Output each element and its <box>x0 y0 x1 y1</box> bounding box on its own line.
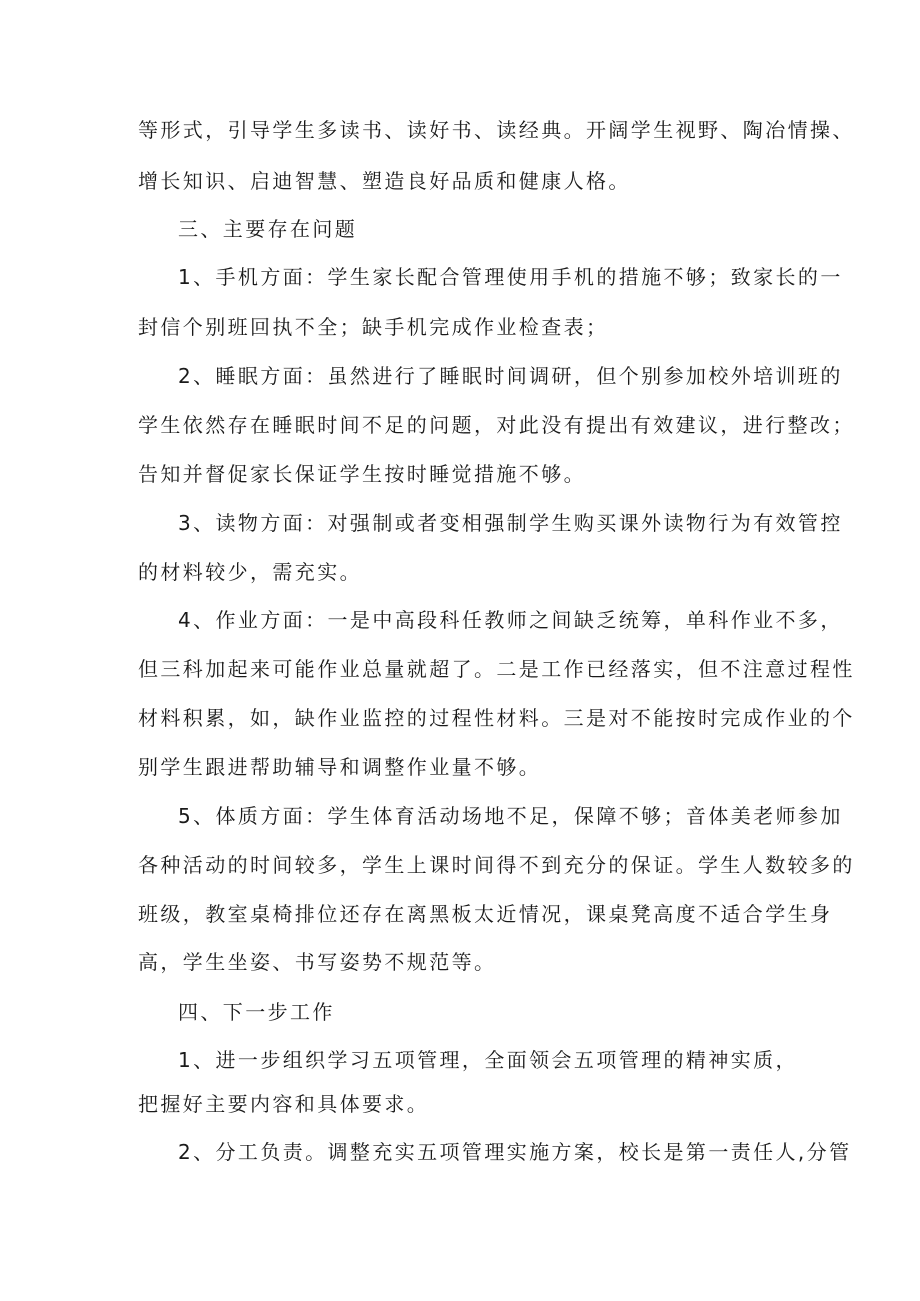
paragraph-line: 2、睡眠方面：虽然进行了睡眠时间调研，但个别参加校外培训班的 <box>178 364 843 388</box>
section-heading: 三、主要存在问题 <box>178 217 358 241</box>
paragraph-line: 5、体质方面：学生体育活动场地不足，保障不够；音体美老师参加 <box>178 804 843 828</box>
paragraph-line: 封信个别班回执不全；缺手机完成作业检查表； <box>138 315 609 339</box>
paragraph-line: 3、读物方面：对强制或者变相强制学生购买课外读物行为有效管控 <box>178 511 843 535</box>
paragraph-line: 各种活动的时间较多，学生上课时间得不到充分的保证。学生人数较多的 <box>138 853 855 877</box>
paragraph-line: 告知并督促家长保证学生按时睡觉措施不够。 <box>138 462 586 486</box>
paragraph-line: 别学生跟进帮助辅导和调整作业量不够。 <box>138 755 542 779</box>
paragraph-line: 但三科加起来可能作业总量就超了。二是工作已经落实，但不注意过程性 <box>138 657 855 681</box>
paragraph-line: 2、分工负责。调整充实五项管理实施方案，校长是第一责任人,分管 <box>178 1140 852 1164</box>
paragraph-line: 1、进一步组织学习五项管理，全面领会五项管理的精神实质， <box>178 1048 798 1072</box>
paragraph-line: 增长知识、启迪智慧、塑造良好品质和健康人格。 <box>138 169 631 193</box>
paragraph-line: 等形式，引导学生多读书、读好书、读经典。开阔学生视野、陶冶情操、 <box>138 118 855 142</box>
paragraph-line: 学生依然存在睡眠时间不足的问题，对此没有提出有效建议，进行整改； <box>138 413 855 437</box>
paragraph-line: 把握好主要内容和具体要求。 <box>138 1092 430 1116</box>
paragraph-line: 班级，教室桌椅排位还存在离黑板太近情况，课桌凳高度不适合学生身 <box>138 902 833 926</box>
paragraph-line: 高，学生坐姿、书写姿势不规范等。 <box>138 950 497 974</box>
section-heading: 四、下一步工作 <box>178 1000 335 1024</box>
paragraph-line: 1、手机方面：学生家长配合管理使用手机的措施不够；致家长的一 <box>178 265 843 289</box>
paragraph-line: 4、作业方面：一是中高段科任教师之间缺乏统筹，单科作业不多， <box>178 608 843 632</box>
paragraph-line: 的材料较少，需充实。 <box>138 560 362 584</box>
paragraph-line: 材料积累，如，缺作业监控的过程性材料。三是对不能按时完成作业的个 <box>138 706 855 730</box>
